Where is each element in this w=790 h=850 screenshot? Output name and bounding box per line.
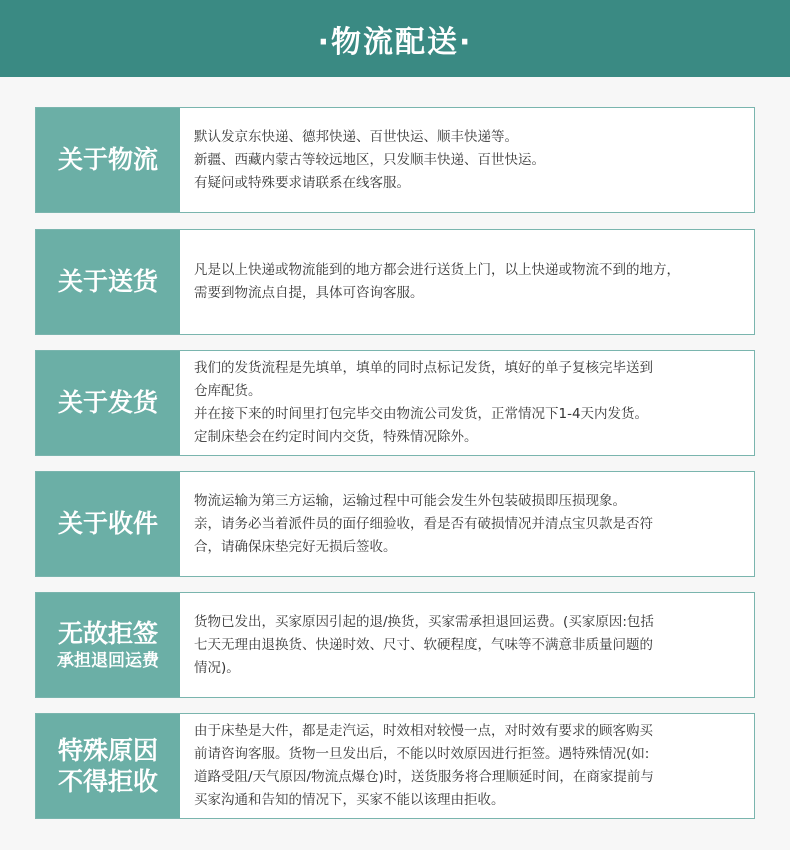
page-title: ·物流配送· <box>317 24 473 60</box>
content-line: 由于床垫是大件，都是走汽运，时效相对较慢一点，对时效有要求的顾客购买 <box>194 723 653 739</box>
section-label: 不得拒收 <box>57 767 158 796</box>
section-label-box <box>36 351 180 455</box>
section-content <box>180 714 754 818</box>
content-line: 买家沟通和告知的情况下，买家不能以该理由拒收。 <box>194 792 505 808</box>
content-line: 前请咨询客服。货物一旦发出后，不能以时效原因进行拒签。遇特殊情况(如: <box>194 746 650 762</box>
section-label: 无故拒签 <box>57 619 158 649</box>
content-line: 情况)。 <box>194 659 240 676</box>
content-line: 新疆、西藏内蒙古等较远地区，只发顺丰快递、百世快运。 <box>194 151 545 168</box>
section-content <box>180 108 754 212</box>
section-label: 关于物流 <box>57 145 158 175</box>
section-content <box>180 351 754 455</box>
content-line: 需要到物流点自提，具体可咨询客服。 <box>194 285 424 301</box>
content-line: 七天无理由退换货、快递时效、尺寸、软硬程度，气味等不满意非质量问题的 <box>194 636 653 653</box>
section-content <box>180 593 754 697</box>
section-label: 关于收件 <box>57 509 158 539</box>
section-refusal <box>35 592 755 698</box>
content-line: 有疑问或特殊要求请联系在线客服。 <box>194 174 410 191</box>
content-line: 定制床垫会在约定时间内交货，特殊情况除外。 <box>194 429 478 445</box>
section-label: 关于送货 <box>57 267 158 297</box>
content-line: 亲，请务必当着派件员的面仔细验收，看是否有破损情况并清点宝贝款是否符 <box>194 515 653 532</box>
section-content <box>180 472 754 576</box>
section-sublabel: 承担退回运费 <box>57 650 159 671</box>
section-label-box <box>36 472 180 576</box>
section-logistics <box>35 107 755 213</box>
section-content <box>180 230 754 334</box>
content-line: 我们的发货流程是先填单，填单的同时点标记发货，填好的单子复核完毕送到 <box>194 360 653 376</box>
section-label-box <box>36 108 180 212</box>
section-special <box>35 713 755 819</box>
content-line: 仓库配货。 <box>194 383 262 399</box>
page-header <box>0 0 790 77</box>
content-line: 物流运输为第三方运输，运输过程中可能会发生外包装破损即压损现象。 <box>194 492 626 509</box>
content-line: 默认发京东快递、德邦快递、百世快运、顺丰快递等。 <box>194 128 518 145</box>
content-line: 凡是以上快递或物流能到的地方都会进行送货上门，以上快递或物流不到的地方， <box>194 262 680 278</box>
section-receiving <box>35 471 755 577</box>
section-label-box <box>36 593 180 697</box>
content-line: 并在接下来的时间里打包完毕交由物流公司发货，正常情况下1-4天内发货。 <box>194 406 649 422</box>
content-line: 货物已发出，买家原因引起的退/换货，买家需承担退回运费。(买家原因:包括 <box>194 613 654 630</box>
section-label-box <box>36 230 180 334</box>
content-line: 合，请确保床垫完好无损后签收。 <box>194 538 397 555</box>
section-label: 关于发货 <box>57 388 158 418</box>
section-label-box <box>36 714 180 818</box>
section-delivery <box>35 229 755 335</box>
content-line: 道路受阻/天气原因/物流点爆仓)时，送货服务将合理顺延时间，在商家提前与 <box>194 769 654 785</box>
section-shipping <box>35 350 755 456</box>
section-label: 特殊原因 <box>57 735 158 765</box>
